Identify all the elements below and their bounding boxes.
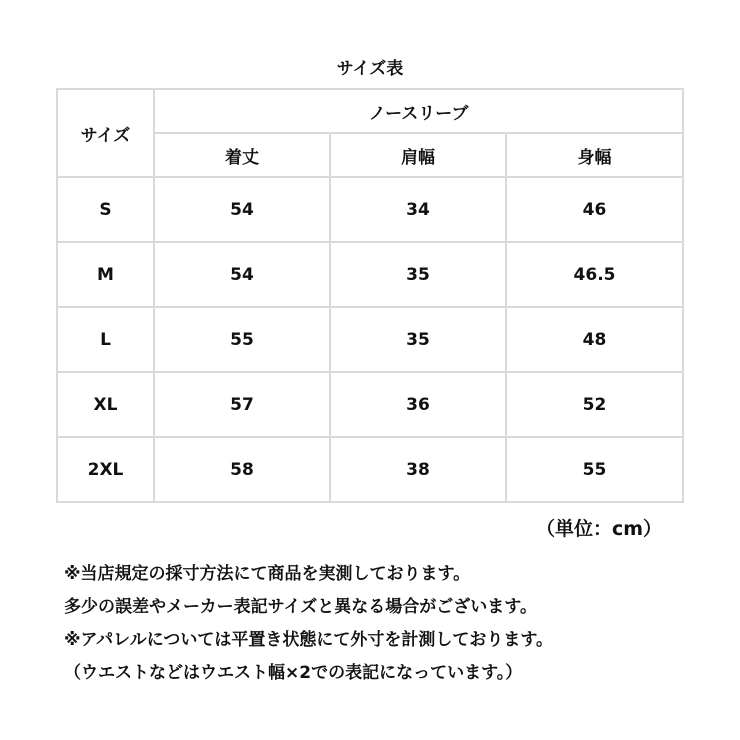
length-cell: 58: [154, 437, 330, 502]
note-line: ※当店規定の採寸方法にて商品を実測しております。: [64, 564, 471, 584]
table-row: [57, 242, 683, 307]
column-header-shoulder: 肩幅: [330, 133, 506, 177]
column-header-width: 身幅: [506, 133, 683, 177]
width-cell: 48: [506, 307, 683, 372]
table-row: [57, 177, 683, 242]
shoulder-cell: 36: [330, 372, 506, 437]
size-table: [56, 88, 684, 503]
size-cell: 2XL: [57, 437, 154, 502]
table-header-row: [57, 89, 683, 133]
width-cell: 46.5: [506, 242, 683, 307]
length-cell: 54: [154, 177, 330, 242]
table-row: [57, 307, 683, 372]
size-cell: L: [57, 307, 154, 372]
shoulder-cell: 38: [330, 437, 506, 502]
group-header: ノースリーブ: [154, 89, 683, 133]
note-line: ※アパレルについては平置き状態にて外寸を計測しております。: [64, 630, 554, 650]
shoulder-cell: 35: [330, 242, 506, 307]
width-cell: 52: [506, 372, 683, 437]
column-header-length: 着丈: [154, 133, 330, 177]
table-row: [57, 372, 683, 437]
page-title: サイズ表: [336, 59, 404, 79]
length-cell: 54: [154, 242, 330, 307]
size-cell: M: [57, 242, 154, 307]
notes: [64, 558, 724, 690]
length-cell: 55: [154, 307, 330, 372]
width-cell: 46: [506, 177, 683, 242]
shoulder-cell: 35: [330, 307, 506, 372]
size-cell: S: [57, 177, 154, 242]
size-column-header: サイズ: [57, 89, 154, 177]
note-line: （ウエストなどはウエスト幅×2での表記になっています。）: [64, 663, 523, 683]
size-cell: XL: [57, 372, 154, 437]
table-row: [57, 437, 683, 502]
width-cell: 55: [506, 437, 683, 502]
shoulder-cell: 34: [330, 177, 506, 242]
note-line: 多少の誤差やメーカー表記サイズと異なる場合がございます。: [64, 597, 537, 617]
length-cell: 57: [154, 372, 330, 437]
unit-label: （単位：cm）: [535, 518, 662, 540]
